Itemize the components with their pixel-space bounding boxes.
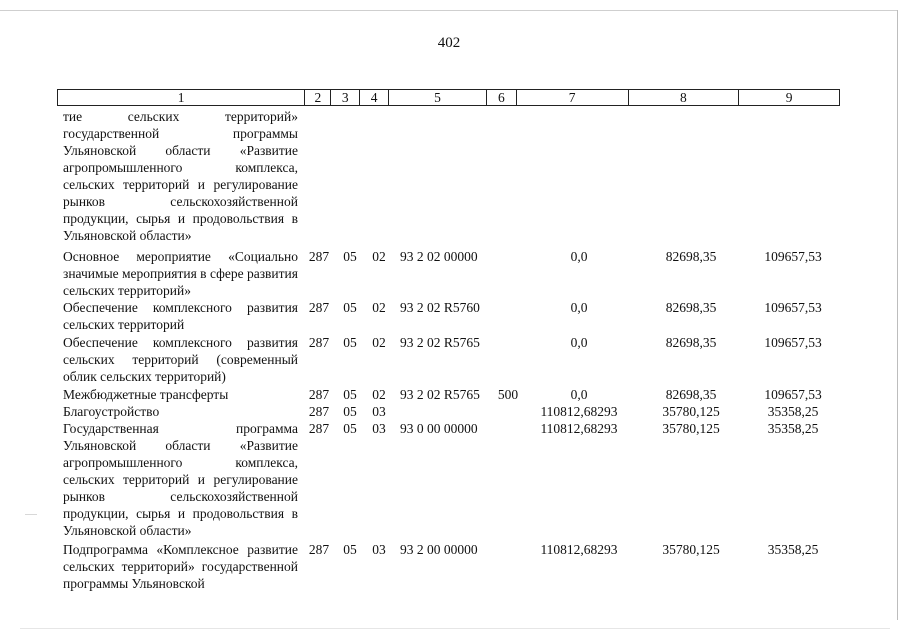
header-col-4: 4	[360, 90, 389, 105]
col-7-value: 110812,68293	[540, 404, 618, 419]
col-5-value: 93 2 02 R5760	[400, 300, 480, 315]
col-2-value: 287	[308, 335, 330, 350]
col-2-value: 287	[308, 404, 330, 419]
col-2-value: 287	[308, 542, 330, 557]
header-col-2: 2	[305, 90, 331, 105]
col-9-value: 109657,53	[764, 249, 822, 264]
col-8-value: 35780,125	[662, 404, 720, 419]
col-5-value: 93 2 02 R5765	[400, 335, 480, 350]
col-3-value: 05	[343, 404, 357, 419]
col-5-value: 93 2 02 00000	[400, 249, 478, 264]
col-7-value: 0,0	[570, 300, 588, 315]
col-7-value: 0,0	[570, 335, 588, 350]
col-2-value: 287	[308, 249, 330, 264]
scan-artifact	[25, 514, 37, 515]
col-4-value: 02	[372, 335, 386, 350]
scan-artifact	[20, 628, 890, 629]
col-9-value: 35358,25	[767, 421, 819, 436]
header-col-6: 6	[487, 90, 517, 105]
row-description: Подпрограмма «Комплексное развитие сельских территорий» государственной программы Ульяновской	[63, 542, 298, 591]
col-3-value: 05	[343, 542, 357, 557]
col-6-value: 500	[497, 387, 519, 402]
col-4-value: 03	[372, 542, 386, 557]
row-description: Обеспечение комплексного развития сельских территорий (современный облик сельских территорий)	[63, 335, 298, 384]
col-8-value: 35780,125	[662, 542, 720, 557]
header-col-1: 1	[58, 90, 305, 105]
col-2-value: 287	[308, 421, 330, 436]
col-3-value: 05	[343, 421, 357, 436]
col-9-value: 35358,25	[767, 404, 819, 419]
page-right-edge	[897, 10, 898, 620]
col-3-value: 05	[343, 335, 357, 350]
row-description: Основное мероприятие «Социально значимые мероприятия в сфере развития сельских территорий»	[63, 249, 298, 298]
col-3-value: 05	[343, 300, 357, 315]
col-7-value: 0,0	[570, 387, 588, 402]
col-7-value: 0,0	[570, 249, 588, 264]
col-9-value: 35358,25	[767, 542, 819, 557]
col-7-value: 110812,68293	[540, 542, 618, 557]
col-4-value: 02	[372, 249, 386, 264]
col-9-value: 109657,53	[764, 300, 822, 315]
col-5-value: 93 2 02 R5765	[400, 387, 480, 402]
col-8-value: 82698,35	[665, 249, 717, 264]
col-2-value: 287	[308, 387, 330, 402]
col-9-value: 109657,53	[764, 335, 822, 350]
col-7-value: 110812,68293	[540, 421, 618, 436]
col-8-value: 82698,35	[665, 300, 717, 315]
col-4-value: 02	[372, 387, 386, 402]
col-9-value: 109657,53	[764, 387, 822, 402]
row-description: Благоустройство	[63, 404, 160, 419]
col-4-value: 02	[372, 300, 386, 315]
col-4-value: 03	[372, 404, 386, 419]
col-8-value: 82698,35	[665, 387, 717, 402]
col-3-value: 05	[343, 249, 357, 264]
page-top-edge	[0, 10, 898, 11]
col-8-value: 35780,125	[662, 421, 720, 436]
col-5-value: 93 0 00 00000	[400, 421, 478, 436]
header-col-5: 5	[389, 90, 487, 105]
row-description: Обеспечение комплексного развития сельских территорий	[63, 300, 298, 332]
header-col-7: 7	[517, 90, 629, 105]
col-4-value: 03	[372, 421, 386, 436]
col-3-value: 05	[343, 387, 357, 402]
table-header	[57, 89, 840, 106]
col-8-value: 82698,35	[665, 335, 717, 350]
page-number: 402	[437, 35, 461, 51]
header-col-3: 3	[331, 90, 360, 105]
col-2-value: 287	[308, 300, 330, 315]
row-description: тие сельских территорий» государственной программы Ульяновской области «Развитие агропромышленного комплекса, сельских территорий и регулирование рынков сельскохозяйственной продукции, сырья и продовольствия в Ульяновской области»	[63, 109, 298, 243]
row-description: Межбюджетные трансферты	[63, 387, 229, 402]
row-description: Государственная программа Ульяновской области «Развитие агропромышленного комплекса, сельских территорий и регулирование рынков сельскохозяйственной продукции, сырья и продовольствия в Ульяновской области»	[63, 421, 298, 538]
header-col-9: 9	[785, 90, 793, 105]
col-5-value: 93 2 00 00000	[400, 542, 478, 557]
header-col-8: 8	[629, 90, 740, 105]
